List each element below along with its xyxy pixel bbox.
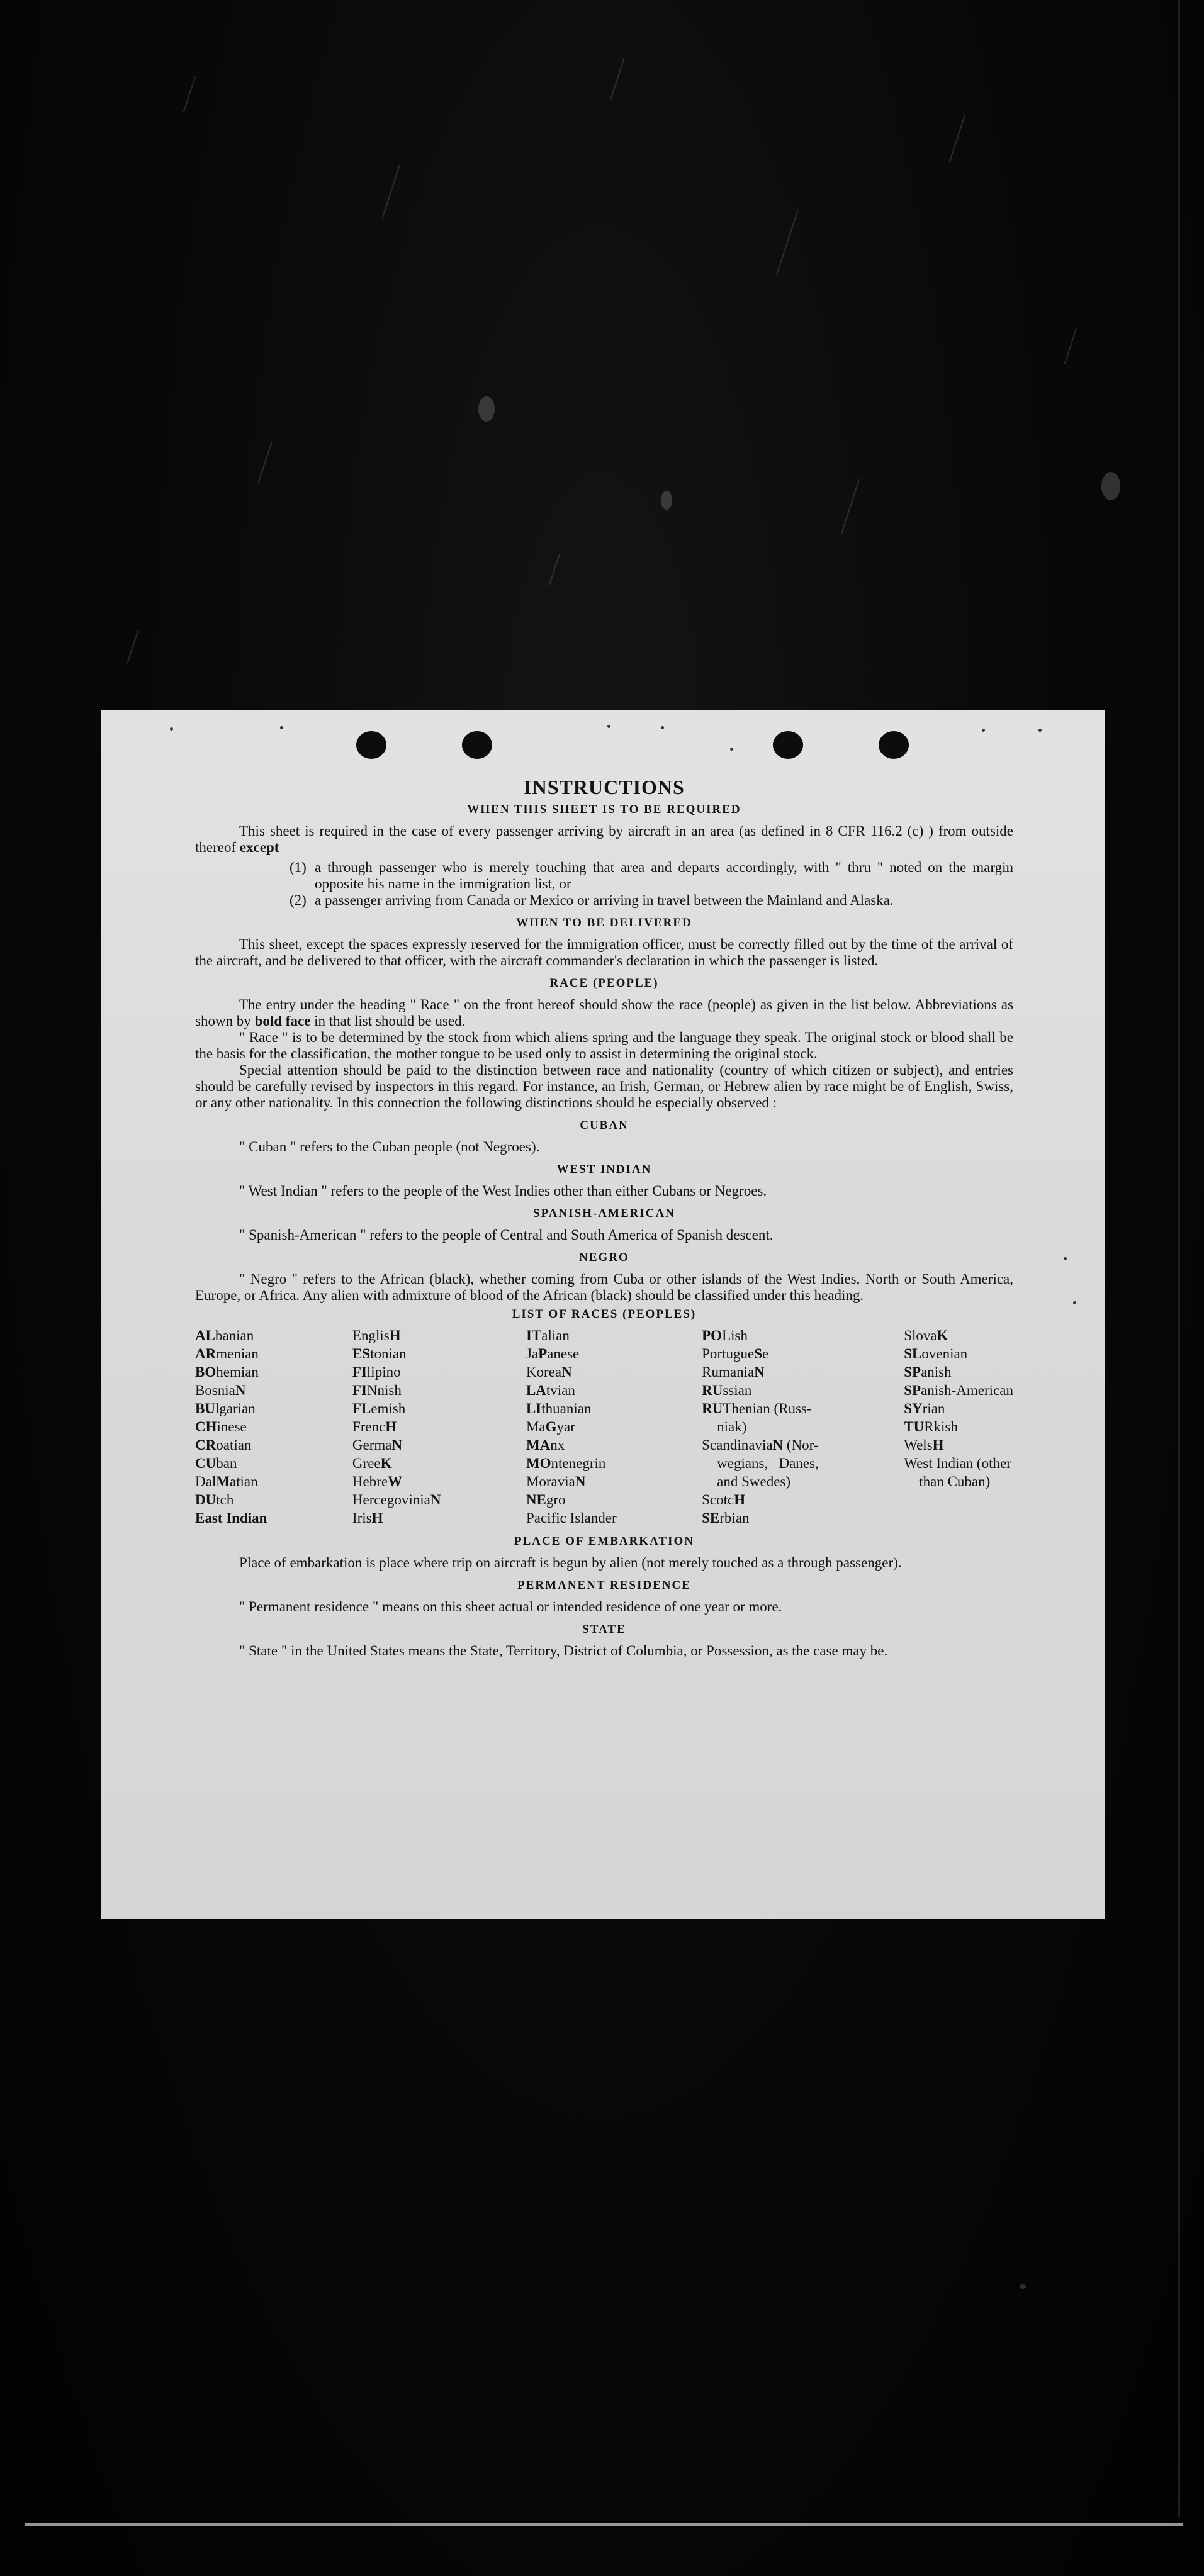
race-entry: SPanish: [904, 1364, 952, 1380]
paper-mark: [170, 727, 173, 731]
list-item: [290, 892, 1013, 909]
race-column: [195, 1326, 267, 1527]
race-entry: LIthuanian: [526, 1401, 592, 1416]
document-title: INSTRUCTIONS: [524, 776, 685, 798]
race-entry: HebreW: [352, 1474, 403, 1489]
list-item: [290, 860, 1013, 892]
race-entry: CRoatian: [195, 1437, 252, 1453]
when-required-except: except: [239, 839, 279, 855]
heading-embarkation: PLACE OF EMBARKATION: [514, 1535, 694, 1548]
paragraph-race-3: Special attention should be paid to the distinction between race and nationality (country of which citizen or subject), and entries should be carefully revised by inspectors in this regard. For instance, an Irish, German, or Hebrew alien by race might be of English, Swiss, or any other nationality. In this connection the following distinctions should be especially observed :: [195, 1062, 1013, 1111]
heading-permanent-residence: PERMANENT RESIDENCE: [517, 1579, 691, 1592]
race-entry: CHinese: [195, 1419, 247, 1435]
paragraph-when-delivered: This sheet, except the spaces expressly reserved for the immigration officer, must be correctly filled out by the time of the arrival of the aircraft, and be delivered to that officer, with the aircraft commander's declaration in which the passenger is listed.: [195, 936, 1013, 968]
paper-mark: [1064, 1257, 1067, 1260]
race-entry: wegians, Danes,: [717, 1455, 819, 1471]
race-column: [904, 1326, 1013, 1527]
paper-mark: [1038, 729, 1042, 732]
race-entry: GreeK: [352, 1455, 392, 1471]
race-entry: SYrian: [904, 1401, 945, 1416]
race-entry: EStonian: [352, 1346, 407, 1362]
instructions-content: [195, 776, 1013, 1659]
race-entry: BUlgarian: [195, 1401, 256, 1416]
punch-hole: [773, 731, 803, 759]
item-text: a through passenger who is merely touching that area and departs accordingly, with " thru " noted on the margin opposite his name in the immigration list, or: [315, 860, 1013, 892]
paper-mark: [982, 729, 985, 732]
race-entry: Pacific Islander: [526, 1510, 617, 1526]
race-entry: BOhemian: [195, 1364, 259, 1380]
race-entry: POLish: [702, 1328, 748, 1343]
film-scratch: [257, 441, 273, 483]
film-scratch: [381, 165, 400, 219]
film-speck: [478, 396, 495, 422]
race-entry: MOntenegrin: [526, 1455, 606, 1471]
race-entry: JaPanese: [526, 1346, 580, 1362]
heading-spanish-american: SPANISH-AMERICAN: [533, 1207, 675, 1220]
paragraph-west-indian: " West Indian " refers to the people of the West Indies other than either Cubans or Negroes.: [239, 1183, 767, 1199]
race-entry: HercegoviniaN: [352, 1492, 441, 1508]
race-entry: ScandinaviaN (Nor-: [702, 1437, 819, 1453]
film-scratch: [776, 209, 799, 275]
instructions-sheet: [101, 710, 1105, 1919]
race-entry: West Indian (other: [904, 1455, 1011, 1471]
film-border-line: [25, 2523, 1183, 2526]
paper-mark: [607, 725, 610, 728]
paragraph-race-2: " Race " is to be determined by the stock from which aliens spring and the language they speak. The original stock or blood shall be the basis for the classification, the mother tongue to be used only to assist in determining the original stock.: [195, 1029, 1013, 1061]
race-entry: niak): [717, 1419, 747, 1435]
race-entry: KoreaN: [526, 1364, 572, 1380]
race-entry: PortugueSe: [702, 1346, 769, 1362]
film-scratch: [127, 630, 139, 663]
race-entry: EnglisH: [352, 1328, 401, 1343]
film-scratch: [549, 554, 560, 585]
race-entry: FrencH: [352, 1419, 397, 1435]
race-entry: ALbanian: [195, 1328, 254, 1343]
race-entry: SlovaK: [904, 1328, 948, 1343]
heading-race: RACE (PEOPLE): [549, 977, 659, 990]
film-scratch: [610, 57, 625, 99]
paragraph-race-1: [195, 997, 1013, 1029]
race-entry: FINnish: [352, 1382, 402, 1398]
race-entry: TURkish: [904, 1419, 958, 1435]
race-entry: East Indian: [195, 1510, 267, 1526]
race-entry: ScotcH: [702, 1492, 746, 1508]
races-list: [195, 1326, 1013, 1527]
heading-when-required: WHEN THIS SHEET IS TO BE REQUIRED: [467, 803, 741, 816]
paragraph-permanent-residence: " Permanent residence " means on this sheet actual or intended residence of one year or more.: [239, 1599, 782, 1615]
race-entry: BosniaN: [195, 1382, 246, 1398]
race-entry: NEgro: [526, 1492, 566, 1508]
film-scratch: [841, 479, 860, 534]
paragraph-when-required: [195, 823, 1013, 856]
item-number: (2): [290, 892, 307, 908]
paragraph-negro: " Negro " refers to the African (black), whether coming from Cuba or other islands of the West Indies, North or South America, Europe, or Africa. Any alien with admixture of blood of the African (black) should be classified under this heading.: [195, 1271, 1013, 1303]
paragraph-spanish-american: " Spanish-American " refers to the people of Central and South America of Spanish descent.: [239, 1227, 774, 1243]
race-entry: DalMatian: [195, 1474, 258, 1489]
heading-list-of-races: LIST OF RACES (PEOPLES): [512, 1308, 697, 1321]
race-entry: WelsH: [904, 1437, 944, 1453]
race-entry: ARmenian: [195, 1346, 259, 1362]
paper-mark: [661, 726, 664, 729]
race-entry: CUban: [195, 1455, 237, 1471]
film-scratch: [949, 115, 966, 163]
race-p1-end: in that list should be used.: [314, 1013, 466, 1029]
heading-negro: NEGRO: [579, 1251, 629, 1264]
race-entry: MoraviaN: [526, 1474, 586, 1489]
punch-hole: [879, 731, 909, 759]
race-entry: SPanish-American: [904, 1382, 1013, 1398]
film-scratch: [1064, 328, 1077, 364]
film-speck: [661, 491, 672, 510]
race-entry: than Cuban): [919, 1474, 991, 1489]
race-entry: SErbian: [702, 1510, 750, 1526]
film-scratch: [183, 76, 196, 113]
race-entry: RUssian: [702, 1382, 752, 1398]
race-entry: MAnx: [526, 1437, 565, 1453]
race-column: [352, 1326, 441, 1527]
punch-hole: [356, 731, 386, 759]
paper-mark: [730, 748, 733, 751]
paragraph-cuban: " Cuban " refers to the Cuban people (not Negroes).: [239, 1139, 540, 1155]
film-edge: [1178, 0, 1180, 2517]
paper-mark: [1073, 1301, 1076, 1304]
paragraph-state: " State " in the United States means the State, Territory, District of Columbia, or Possession, as the case may be.: [239, 1643, 888, 1659]
race-entry: RUThenian (Russ-: [702, 1401, 812, 1416]
race-entry: RumaniaN: [702, 1364, 765, 1380]
race-entry: FIlipino: [352, 1364, 401, 1380]
heading-when-delivered: WHEN TO BE DELIVERED: [516, 916, 692, 929]
race-column: [526, 1326, 617, 1527]
race-p1-bold: bold face: [254, 1013, 311, 1029]
heading-state: STATE: [582, 1623, 626, 1636]
punch-hole: [462, 731, 492, 759]
heading-cuban: CUBAN: [580, 1119, 629, 1132]
race-entry: FLemish: [352, 1401, 406, 1416]
race-entry: LAtvian: [526, 1382, 575, 1398]
race-entry: IrisH: [352, 1510, 383, 1526]
paper-mark: [280, 726, 283, 729]
film-speck: [1020, 2284, 1026, 2289]
race-entry: GermaN: [352, 1437, 403, 1453]
heading-west-indian: WEST INDIAN: [556, 1163, 652, 1176]
item-number: (1): [290, 860, 307, 875]
when-required-intro: This sheet is required in the case of every passenger arriving by aircraft in an area (as defined in 8 CFR 116.2 (c) ) from outside thereof: [195, 823, 1013, 855]
race-entry: ITalian: [526, 1328, 570, 1343]
race-entry: DUtch: [195, 1492, 234, 1508]
film-speck: [1101, 472, 1120, 500]
race-entry: SLovenian: [904, 1346, 968, 1362]
race-column: [702, 1326, 819, 1527]
race-p1-start: The entry under the heading " Race " on the front hereof should show the race (people) as given in the list below. Abbreviations as shown by: [195, 997, 1013, 1029]
race-entry: MaGyar: [526, 1419, 575, 1435]
paragraph-embarkation: Place of embarkation is place where trip on aircraft is begun by alien (not merely touched as a through passenger).: [239, 1555, 902, 1571]
item-text: a passenger arriving from Canada or Mexico or arriving in travel between the Mainland and Alaska.: [315, 892, 894, 908]
race-entry: and Swedes): [717, 1474, 791, 1489]
